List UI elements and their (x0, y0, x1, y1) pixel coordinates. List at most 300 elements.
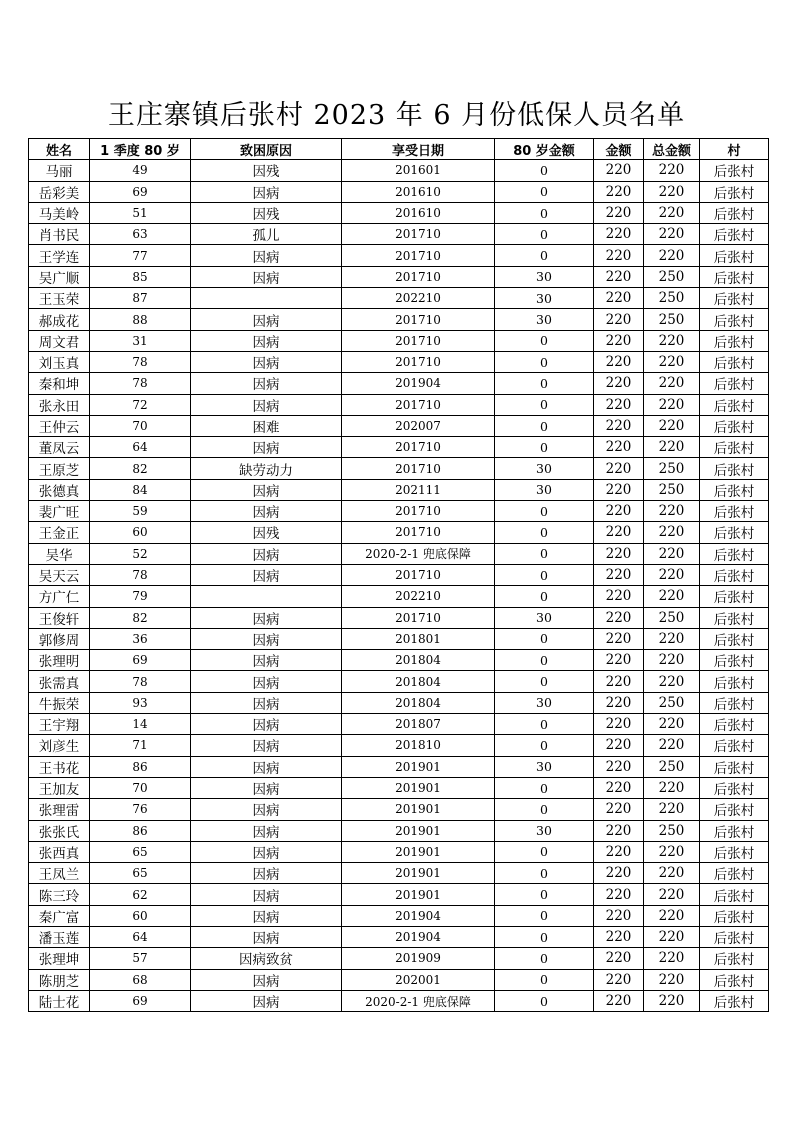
name-cell: 张永田 (29, 394, 90, 415)
date-cell: 201710 (342, 309, 495, 330)
village-cell: 后张村 (700, 181, 769, 202)
date-cell: 201904 (342, 926, 495, 947)
table-header-row (29, 139, 769, 160)
reason-cell: 因病 (191, 756, 342, 777)
name-cell: 王仲云 (29, 415, 90, 436)
reason-cell: 因病 (191, 330, 342, 351)
total-cell: 220 (644, 245, 700, 266)
name-cell: 吴华 (29, 543, 90, 564)
age-cell: 69 (90, 650, 191, 671)
reason-cell: 因病 (191, 671, 342, 692)
total-cell: 220 (644, 351, 700, 372)
total-cell: 220 (644, 671, 700, 692)
reason-cell: 因病 (191, 266, 342, 287)
table-row (29, 288, 769, 309)
total-cell: 220 (644, 373, 700, 394)
age-cell: 49 (90, 160, 191, 181)
village-cell: 后张村 (700, 501, 769, 522)
amount-80-cell: 0 (495, 735, 594, 756)
date-cell: 201710 (342, 245, 495, 266)
total-cell: 220 (644, 415, 700, 436)
name-cell: 张西真 (29, 841, 90, 862)
village-cell: 后张村 (700, 650, 769, 671)
age-cell: 69 (90, 181, 191, 202)
date-cell: 201610 (342, 202, 495, 223)
amount-80-cell: 0 (495, 224, 594, 245)
village-cell: 后张村 (700, 266, 769, 287)
header-start-date: 享受日期 (342, 139, 495, 160)
reason-cell: 因病 (191, 714, 342, 735)
amount-cell: 220 (594, 948, 644, 969)
name-cell: 张理明 (29, 650, 90, 671)
amount-cell: 220 (594, 543, 644, 564)
age-cell: 79 (90, 586, 191, 607)
amount-80-cell: 0 (495, 777, 594, 798)
age-cell: 78 (90, 671, 191, 692)
amount-80-cell: 0 (495, 799, 594, 820)
table-row (29, 479, 769, 500)
table-row (29, 458, 769, 479)
amount-80-cell: 30 (495, 607, 594, 628)
name-cell: 马美岭 (29, 202, 90, 223)
name-cell: 王玉荣 (29, 288, 90, 309)
table-row (29, 202, 769, 223)
date-cell: 201710 (342, 564, 495, 585)
age-cell: 82 (90, 607, 191, 628)
age-cell: 65 (90, 841, 191, 862)
name-cell: 张理雷 (29, 799, 90, 820)
amount-80-cell: 0 (495, 714, 594, 735)
village-cell: 后张村 (700, 969, 769, 990)
village-cell: 后张村 (700, 799, 769, 820)
total-cell: 220 (644, 394, 700, 415)
amount-cell: 220 (594, 714, 644, 735)
table-row (29, 777, 769, 798)
name-cell: 方广仁 (29, 586, 90, 607)
village-cell: 后张村 (700, 458, 769, 479)
village-cell: 后张村 (700, 479, 769, 500)
amount-80-cell: 30 (495, 458, 594, 479)
reason-cell: 因病 (191, 245, 342, 266)
total-cell: 220 (644, 735, 700, 756)
name-cell: 王学连 (29, 245, 90, 266)
amount-cell: 220 (594, 841, 644, 862)
age-cell: 84 (90, 479, 191, 500)
date-cell: 201710 (342, 394, 495, 415)
village-cell: 后张村 (700, 415, 769, 436)
table-row (29, 309, 769, 330)
total-cell: 220 (644, 564, 700, 585)
amount-80-cell: 0 (495, 990, 594, 1011)
date-cell: 201901 (342, 777, 495, 798)
table-row (29, 628, 769, 649)
table-row (29, 330, 769, 351)
amount-cell: 220 (594, 309, 644, 330)
village-cell: 后张村 (700, 373, 769, 394)
amount-80-cell: 0 (495, 671, 594, 692)
amount-cell: 220 (594, 522, 644, 543)
reason-cell: 因病 (191, 990, 342, 1011)
name-cell: 刘彦生 (29, 735, 90, 756)
village-cell: 后张村 (700, 564, 769, 585)
village-cell: 后张村 (700, 777, 769, 798)
page-title: 王庄寨镇后张村 2023 年 6 月份低保人员名单 (107, 100, 686, 131)
total-cell: 250 (644, 458, 700, 479)
amount-80-cell: 0 (495, 522, 594, 543)
amount-80-cell: 0 (495, 926, 594, 947)
village-cell: 后张村 (700, 863, 769, 884)
amount-80-cell: 0 (495, 863, 594, 884)
header-name: 姓名 (29, 139, 90, 160)
date-cell: 201810 (342, 735, 495, 756)
allowance-table (28, 138, 769, 1012)
age-cell: 62 (90, 884, 191, 905)
total-cell: 250 (644, 692, 700, 713)
amount-cell: 220 (594, 181, 644, 202)
table-row (29, 586, 769, 607)
amount-cell: 220 (594, 330, 644, 351)
age-cell: 77 (90, 245, 191, 266)
amount-cell: 220 (594, 437, 644, 458)
village-cell: 后张村 (700, 735, 769, 756)
age-cell: 63 (90, 224, 191, 245)
table-row (29, 692, 769, 713)
reason-cell: 因病 (191, 394, 342, 415)
header-amount: 金额 (594, 139, 644, 160)
village-cell: 后张村 (700, 841, 769, 862)
amount-80-cell: 0 (495, 564, 594, 585)
reason-cell: 因病 (191, 501, 342, 522)
amount-cell: 220 (594, 202, 644, 223)
reason-cell: 因病 (191, 905, 342, 926)
amount-80-cell: 0 (495, 437, 594, 458)
table-row (29, 926, 769, 947)
village-cell: 后张村 (700, 607, 769, 628)
reason-cell: 因病 (191, 926, 342, 947)
date-cell: 201710 (342, 437, 495, 458)
reason-cell: 因病 (191, 543, 342, 564)
amount-cell: 220 (594, 394, 644, 415)
amount-80-cell: 0 (495, 905, 594, 926)
amount-cell: 220 (594, 224, 644, 245)
amount-80-cell: 0 (495, 948, 594, 969)
date-cell: 201901 (342, 756, 495, 777)
header-reason: 致困原因 (191, 139, 342, 160)
village-cell: 后张村 (700, 543, 769, 564)
age-cell: 88 (90, 309, 191, 330)
reason-cell: 因病 (191, 309, 342, 330)
name-cell: 牛振荣 (29, 692, 90, 713)
name-cell: 郭修周 (29, 628, 90, 649)
age-cell: 64 (90, 437, 191, 458)
amount-cell: 220 (594, 735, 644, 756)
amount-80-cell: 0 (495, 373, 594, 394)
date-cell: 201804 (342, 650, 495, 671)
date-cell: 201601 (342, 160, 495, 181)
table-row (29, 799, 769, 820)
table-row (29, 650, 769, 671)
village-cell: 后张村 (700, 948, 769, 969)
village-cell: 后张村 (700, 820, 769, 841)
header-village: 村 (700, 139, 769, 160)
age-cell: 64 (90, 926, 191, 947)
amount-cell: 220 (594, 564, 644, 585)
table-body (29, 160, 769, 1012)
table-row (29, 714, 769, 735)
header-80-amount: 80 岁金额 (495, 139, 594, 160)
name-cell: 张德真 (29, 479, 90, 500)
table-row (29, 863, 769, 884)
reason-cell: 困难 (191, 415, 342, 436)
reason-cell: 因病 (191, 650, 342, 671)
age-cell: 78 (90, 564, 191, 585)
reason-cell: 因病致贫 (191, 948, 342, 969)
age-cell: 59 (90, 501, 191, 522)
reason-cell: 因病 (191, 373, 342, 394)
age-cell: 36 (90, 628, 191, 649)
amount-cell: 220 (594, 479, 644, 500)
reason-cell: 因病 (191, 564, 342, 585)
reason-cell: 因病 (191, 799, 342, 820)
date-cell: 201801 (342, 628, 495, 649)
total-cell: 220 (644, 948, 700, 969)
age-cell: 93 (90, 692, 191, 713)
name-cell: 马丽 (29, 160, 90, 181)
amount-80-cell: 30 (495, 288, 594, 309)
village-cell: 后张村 (700, 926, 769, 947)
amount-80-cell: 0 (495, 543, 594, 564)
reason-cell: 因病 (191, 628, 342, 649)
village-cell: 后张村 (700, 160, 769, 181)
age-cell: 60 (90, 522, 191, 543)
table-row (29, 884, 769, 905)
name-cell: 张需真 (29, 671, 90, 692)
total-cell: 220 (644, 330, 700, 351)
age-cell: 65 (90, 863, 191, 884)
total-cell: 250 (644, 479, 700, 500)
reason-cell: 因残 (191, 160, 342, 181)
amount-80-cell: 0 (495, 160, 594, 181)
age-cell: 14 (90, 714, 191, 735)
age-cell: 51 (90, 202, 191, 223)
amount-cell: 220 (594, 692, 644, 713)
amount-80-cell: 0 (495, 351, 594, 372)
total-cell: 220 (644, 650, 700, 671)
total-cell: 220 (644, 501, 700, 522)
reason-cell: 因病 (191, 479, 342, 500)
reason-cell: 因病 (191, 692, 342, 713)
age-cell: 85 (90, 266, 191, 287)
total-cell: 220 (644, 522, 700, 543)
date-cell: 202210 (342, 586, 495, 607)
amount-80-cell: 0 (495, 650, 594, 671)
table-row (29, 607, 769, 628)
total-cell: 220 (644, 628, 700, 649)
village-cell: 后张村 (700, 884, 769, 905)
total-cell: 250 (644, 607, 700, 628)
name-cell: 刘玉真 (29, 351, 90, 372)
total-cell: 220 (644, 926, 700, 947)
date-cell: 201710 (342, 607, 495, 628)
village-cell: 后张村 (700, 245, 769, 266)
total-cell: 220 (644, 884, 700, 905)
total-cell: 220 (644, 181, 700, 202)
village-cell: 后张村 (700, 309, 769, 330)
amount-cell: 220 (594, 373, 644, 394)
village-cell: 后张村 (700, 330, 769, 351)
name-cell: 王加友 (29, 777, 90, 798)
age-cell: 78 (90, 373, 191, 394)
date-cell: 202001 (342, 969, 495, 990)
total-cell: 250 (644, 288, 700, 309)
village-cell: 后张村 (700, 905, 769, 926)
table-row (29, 160, 769, 181)
amount-80-cell: 30 (495, 479, 594, 500)
total-cell: 220 (644, 586, 700, 607)
amount-80-cell: 30 (495, 692, 594, 713)
amount-80-cell: 0 (495, 202, 594, 223)
name-cell: 王金正 (29, 522, 90, 543)
total-cell: 220 (644, 990, 700, 1011)
total-cell: 220 (644, 969, 700, 990)
amount-cell: 220 (594, 863, 644, 884)
table-row (29, 969, 769, 990)
name-cell: 肖书民 (29, 224, 90, 245)
table-row (29, 564, 769, 585)
total-cell: 250 (644, 266, 700, 287)
name-cell: 张张氏 (29, 820, 90, 841)
amount-cell: 220 (594, 607, 644, 628)
date-cell: 201901 (342, 863, 495, 884)
reason-cell: 孤儿 (191, 224, 342, 245)
age-cell: 86 (90, 756, 191, 777)
table-row (29, 841, 769, 862)
village-cell: 后张村 (700, 202, 769, 223)
table-row (29, 671, 769, 692)
date-cell: 201904 (342, 373, 495, 394)
age-cell: 82 (90, 458, 191, 479)
name-cell: 吴天云 (29, 564, 90, 585)
village-cell: 后张村 (700, 437, 769, 458)
age-cell: 68 (90, 969, 191, 990)
table-row (29, 820, 769, 841)
total-cell: 220 (644, 224, 700, 245)
table-row (29, 756, 769, 777)
name-cell: 王俊轩 (29, 607, 90, 628)
date-cell: 201710 (342, 266, 495, 287)
reason-cell: 因病 (191, 820, 342, 841)
table-row (29, 948, 769, 969)
table-row (29, 990, 769, 1011)
amount-cell: 220 (594, 799, 644, 820)
date-cell: 201710 (342, 501, 495, 522)
village-cell: 后张村 (700, 224, 769, 245)
date-cell: 201901 (342, 884, 495, 905)
table-row (29, 351, 769, 372)
amount-80-cell: 30 (495, 820, 594, 841)
amount-cell: 220 (594, 628, 644, 649)
date-cell: 202111 (342, 479, 495, 500)
village-cell: 后张村 (700, 394, 769, 415)
name-cell: 陈三玲 (29, 884, 90, 905)
name-cell: 秦和坤 (29, 373, 90, 394)
total-cell: 220 (644, 905, 700, 926)
name-cell: 董凤云 (29, 437, 90, 458)
name-cell: 陆士花 (29, 990, 90, 1011)
reason-cell: 缺劳动力 (191, 458, 342, 479)
age-cell: 52 (90, 543, 191, 564)
age-cell: 69 (90, 990, 191, 1011)
amount-cell: 220 (594, 905, 644, 926)
name-cell: 郝成花 (29, 309, 90, 330)
amount-cell: 220 (594, 415, 644, 436)
amount-80-cell: 0 (495, 586, 594, 607)
total-cell: 250 (644, 309, 700, 330)
reason-cell: 因病 (191, 437, 342, 458)
table-row (29, 501, 769, 522)
date-cell: 201710 (342, 458, 495, 479)
reason-cell (191, 586, 342, 607)
village-cell: 后张村 (700, 692, 769, 713)
age-cell: 76 (90, 799, 191, 820)
amount-cell: 220 (594, 288, 644, 309)
age-cell: 78 (90, 351, 191, 372)
reason-cell: 因残 (191, 202, 342, 223)
reason-cell (191, 288, 342, 309)
total-cell: 220 (644, 777, 700, 798)
table-row (29, 905, 769, 926)
village-cell: 后张村 (700, 990, 769, 1011)
table-row (29, 437, 769, 458)
reason-cell: 因病 (191, 841, 342, 862)
date-cell: 201710 (342, 224, 495, 245)
amount-80-cell: 30 (495, 756, 594, 777)
table-row (29, 224, 769, 245)
age-cell: 60 (90, 905, 191, 926)
table-row (29, 415, 769, 436)
amount-cell: 220 (594, 990, 644, 1011)
amount-cell: 220 (594, 671, 644, 692)
amount-80-cell: 30 (495, 309, 594, 330)
name-cell: 王书花 (29, 756, 90, 777)
total-cell: 250 (644, 820, 700, 841)
date-cell: 201901 (342, 799, 495, 820)
total-cell: 220 (644, 863, 700, 884)
total-cell: 220 (644, 160, 700, 181)
age-cell: 87 (90, 288, 191, 309)
amount-80-cell: 0 (495, 394, 594, 415)
amount-80-cell: 0 (495, 628, 594, 649)
amount-80-cell: 0 (495, 841, 594, 862)
reason-cell: 因病 (191, 777, 342, 798)
table-row (29, 266, 769, 287)
name-cell: 潘玉莲 (29, 926, 90, 947)
amount-cell: 220 (594, 458, 644, 479)
amount-cell: 220 (594, 777, 644, 798)
total-cell: 220 (644, 543, 700, 564)
village-cell: 后张村 (700, 351, 769, 372)
name-cell: 张理坤 (29, 948, 90, 969)
amount-cell: 220 (594, 884, 644, 905)
header-age: 1 季度 80 岁 (90, 139, 191, 160)
amount-80-cell: 30 (495, 266, 594, 287)
village-cell: 后张村 (700, 714, 769, 735)
name-cell: 裴广旺 (29, 501, 90, 522)
age-cell: 70 (90, 777, 191, 798)
amount-cell: 220 (594, 586, 644, 607)
total-cell: 220 (644, 202, 700, 223)
amount-80-cell: 0 (495, 181, 594, 202)
